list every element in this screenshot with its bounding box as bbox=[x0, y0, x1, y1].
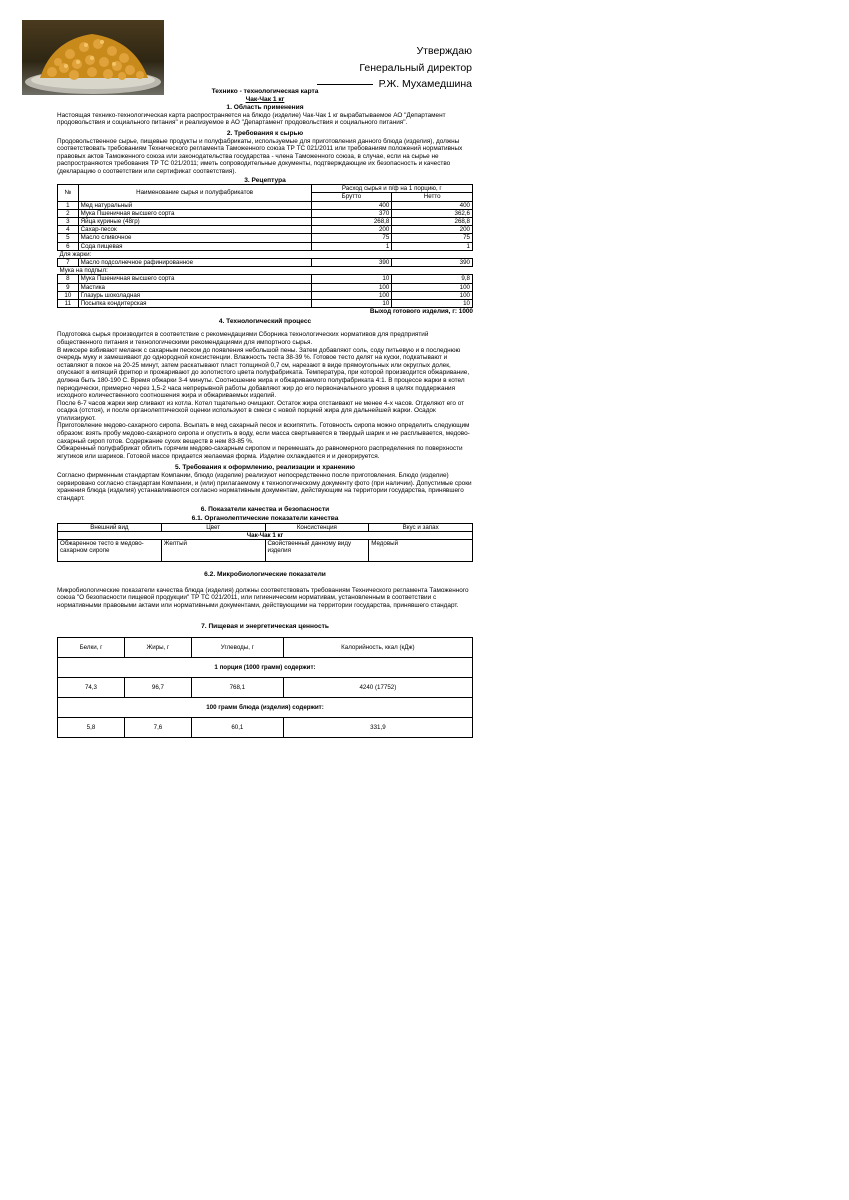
row-gross: 390 bbox=[311, 258, 392, 266]
row-name: Масло подсолнечное рафинированное bbox=[78, 258, 311, 266]
col-net: Нетто bbox=[392, 193, 473, 201]
table-row bbox=[58, 201, 473, 209]
table-row bbox=[58, 299, 473, 307]
group-row bbox=[58, 267, 473, 275]
row-gross: 100 bbox=[311, 283, 392, 291]
group-dust-label: Мука на подпыл: bbox=[58, 267, 473, 275]
row-name: Мед натуральный bbox=[78, 201, 311, 209]
table-row bbox=[58, 283, 473, 291]
organoleptic-table bbox=[57, 523, 473, 562]
col-num: № bbox=[58, 185, 79, 201]
row-num: 10 bbox=[58, 291, 79, 299]
signature-line bbox=[317, 84, 373, 85]
table-row bbox=[58, 209, 473, 217]
portion-protein: 74,3 bbox=[58, 677, 125, 697]
row-name: Глазурь шоколадная bbox=[78, 291, 311, 299]
row-num: 8 bbox=[58, 275, 79, 283]
row-net: 10 bbox=[392, 299, 473, 307]
row-net: 268,8 bbox=[392, 217, 473, 225]
group-row bbox=[58, 250, 473, 258]
table-row bbox=[58, 677, 473, 697]
row-num: 7 bbox=[58, 258, 79, 266]
yield-label: Выход готового изделия, г: 1000 bbox=[369, 308, 473, 316]
section2-heading: 2. Требования к сырью bbox=[226, 129, 304, 137]
row-name: Яйца куриные (48гр) bbox=[78, 217, 311, 225]
section3-heading: 3. Рецептура bbox=[244, 176, 286, 184]
col-consumption: Расход сырья и п/ф на 1 порцию, г bbox=[311, 185, 472, 193]
row-net: 400 bbox=[392, 201, 473, 209]
org-color: Желтый bbox=[161, 540, 265, 562]
nutr-header: Калорийность, ккал (кДж) bbox=[283, 637, 472, 657]
section4-paragraph: Подготовка сырья производится в соответствие с рекомендациями Сборника технологических нормативов для предприятий общественного питания и технологическими рекомендациями для импортного сырья. bbox=[57, 331, 429, 346]
row-net: 9,8 bbox=[392, 275, 473, 283]
product-photo bbox=[22, 20, 164, 95]
section6-sub1: 6.1. Органолептические показатели качества bbox=[191, 515, 339, 523]
row-name: Сода пищевая bbox=[78, 242, 311, 250]
section4-heading: 4. Технологический процесс bbox=[218, 317, 312, 325]
table-row bbox=[58, 540, 473, 562]
row-num: 4 bbox=[58, 226, 79, 234]
section7-heading: 7. Пищевая и энергетическая ценность bbox=[201, 623, 329, 631]
section1-heading: 1. Область применения bbox=[226, 104, 304, 112]
row-gross: 10 bbox=[311, 275, 392, 283]
row-net: 75 bbox=[392, 234, 473, 242]
row-name: Масло сливочное bbox=[78, 234, 311, 242]
nutr-header: Белки, г bbox=[58, 637, 125, 657]
row-gross: 1 bbox=[311, 242, 392, 250]
approval-block bbox=[317, 43, 472, 93]
org-consistency: Свойственный данному виду изделия bbox=[265, 540, 369, 562]
org-header: Цвет bbox=[161, 523, 265, 531]
row-num: 3 bbox=[58, 217, 79, 225]
approval-position: Генеральный директор bbox=[359, 61, 472, 74]
table-row bbox=[58, 258, 473, 266]
row-num: 1 bbox=[58, 201, 79, 209]
per100-fat: 7,6 bbox=[124, 717, 191, 737]
org-appearance: Обжаренное тесто в медово-сахарном сиропе bbox=[58, 540, 162, 562]
table-row bbox=[58, 226, 473, 234]
row-name: Мука Пшеничная высшего сорта bbox=[78, 209, 311, 217]
row-net: 390 bbox=[392, 258, 473, 266]
row-net: 200 bbox=[392, 226, 473, 234]
approval-title: Утверждаю bbox=[416, 45, 472, 57]
row-name: Сахар-песок bbox=[78, 226, 311, 234]
table-row bbox=[58, 234, 473, 242]
signature-name: Р.Ж. Мухамедшина bbox=[378, 78, 472, 90]
org-product: Чак-Чак 1 кг bbox=[58, 531, 473, 539]
row-num: 5 bbox=[58, 234, 79, 242]
portion-calories: 4240 (17752) bbox=[283, 677, 472, 697]
row-name: Мука Пшеничная высшего сорта bbox=[78, 275, 311, 283]
nutr-header: Углеводы, г bbox=[191, 637, 283, 657]
table-row bbox=[58, 717, 473, 737]
table-row bbox=[58, 217, 473, 225]
table-row bbox=[58, 242, 473, 250]
document-subtitle: Чак-Чак 1 кг bbox=[245, 95, 285, 103]
section2-text: Продовольственное сырье, пищевые продукты и полуфабрикаты, используемые для приготовления данного блюда (изделия), должны соответствовать требованиям Технического регламента Таможенного союза ТР ТС 021/2011 или требованиям положений нормативных правовых актов Таможенного союза или законодательства государства - члена Таможенного союза, в случае, если на сырье не распространяются требования ТР ТС 021/2011; иметь сопроводительные документы, подтверждающие их безопасность и качество (декларацию о соответствии или сертификат соответствия). bbox=[57, 137, 463, 175]
row-name: Мастика bbox=[78, 283, 311, 291]
col-gross: Брутто bbox=[311, 193, 392, 201]
row-gross: 268,8 bbox=[311, 217, 392, 225]
row-gross: 370 bbox=[311, 209, 392, 217]
table-row bbox=[58, 275, 473, 283]
portion-label: 1 порция (1000 грамм) содержит: bbox=[58, 657, 473, 677]
chak-chak-image bbox=[22, 20, 164, 95]
section4-paragraph: Приготовление медово-сахарного сиропа. Всыпать в мед сахарный песок и вскипятить. Готовность сиропа можно определить следующим образом: взять пробу медово-сахарного сиропа и опустить в воду, если масса свертывается в твердый шарик и не расплывается, медово-сахарный сироп готов. Содержание сухих веществ в нем 83-85 %. bbox=[57, 422, 470, 445]
row-gross: 400 bbox=[311, 201, 392, 209]
micro-text: Микробиологические показатели качества блюда (изделия) должны соответствовать требованиям Технического регламента Таможенного союза "О безопасности пищевой продукции" ТР ТС 021/2011, или гигиеническим нормативам, установленным в соответствии с нормативными правовыми актами или нормативными документами, действующими на территории государства, принявшего стандарт. bbox=[57, 586, 469, 609]
document-title: Технико - технологическая карта bbox=[211, 88, 319, 95]
org-taste: Медовый bbox=[369, 540, 473, 562]
row-gross: 200 bbox=[311, 226, 392, 234]
row-gross: 75 bbox=[311, 234, 392, 242]
org-header: Консистенция bbox=[265, 523, 369, 531]
row-num: 11 bbox=[58, 299, 79, 307]
section4-paragraph: Обжаренный полуфабрикат облить горячим медово-сахарным сиропом и перемешать до равномерного распределения по поверхности жгутиков или шариков. Готовой массе придается желаемая форма. Изделие охлаждается и и декорируется. bbox=[57, 445, 463, 460]
row-net: 100 bbox=[392, 291, 473, 299]
row-net: 362,6 bbox=[392, 209, 473, 217]
row-name: Посыпка кондитерская bbox=[78, 299, 311, 307]
section1-text: Настоящая технико-технологическая карта распространяется на блюдо (изделие) Чак-Чак 1 кг вырабатываемое АО "Департамент продовольствия и социального питания" и реализуемое в АО "Департамент продовольствия и социального питания". bbox=[57, 111, 446, 127]
row-num: 9 bbox=[58, 283, 79, 291]
nutr-header: Жиры, г bbox=[124, 637, 191, 657]
section5-heading: 5. Требования к оформлению, реализации и хранению bbox=[175, 464, 355, 472]
nutrition-table bbox=[57, 637, 473, 738]
row-num: 2 bbox=[58, 209, 79, 217]
section6-sub2: 6.2. Микробиологические показатели bbox=[204, 571, 326, 579]
per100-carbs: 60,1 bbox=[191, 717, 283, 737]
portion-fat: 96,7 bbox=[124, 677, 191, 697]
group-frying-label: Для жарки: bbox=[58, 250, 473, 258]
portion-carbs: 768,1 bbox=[191, 677, 283, 697]
recipe-table bbox=[57, 184, 473, 308]
org-header: Вкус и запах bbox=[369, 523, 473, 531]
col-name: Наименование сырья и полуфабрикатов bbox=[78, 185, 311, 201]
per100-label: 100 грамм блюда (изделия) содержит: bbox=[58, 697, 473, 717]
table-row bbox=[58, 291, 473, 299]
section5-text: Согласно фирменным стандартам Компании, блюдо (изделие) реализуют непосредственно после приготовления. Блюдо (изделие) сервировано согласно стандартам Компании, и (или) прилагаемому к технологическому документу фото (при наличии). Допустимые сроки хранения блюда (изделия) устанавливаются согласно нормативным документам, действующим на территории государства, принявшего стандарт. bbox=[57, 472, 472, 502]
row-net: 100 bbox=[392, 283, 473, 291]
section6-heading: 6. Показатели качества и безопасности bbox=[200, 506, 330, 514]
section4-paragraph: В миксере взбивают меланж с сахарным песком до появления небольшой пены. Затем добавляют соль, соду питьевую и в последнюю очередь муку и замешивают до однородной консистенции. Влажность теста 38-39 %. Готовое тесто делят на куски, подкатывают и оставляют в покое на 20-25 минут, затем раскатывают пласт толщиной 0,7 см, нарезают в виде прямоугольных или округлых долек, опускают в кипящий фритюр и прожаривают до золотистого цвета полуфабриката. Температура, при которой производится обжаривание, должна быть 180-190 С. Время обжарки 3-4 минуты. Соотношение жира и обжариваемого полуфабриката 4:1. В процессе жарки в котел периодически, примерно через 1,5-2 часа непрерывной работы добавляют жир до его первоначального уровня в целях поддержания исходного количественного соотношения жира и обжариваемых изделий. bbox=[57, 346, 470, 400]
row-gross: 10 bbox=[311, 299, 392, 307]
per100-calories: 331,9 bbox=[283, 717, 472, 737]
per100-protein: 5,8 bbox=[58, 717, 125, 737]
section4-paragraph: После 6-7 часов жарки жир сливают из котла. Котел тщательно очищают. Остаток жира отстаивают не менее 4-х часов. Отделяют его от осадка (отстоя), и после органолептической оценки используют в смеси с новой порцией жира для дальнейшей жарки. Осадок утилизируют. bbox=[57, 399, 465, 422]
row-net: 1 bbox=[392, 242, 473, 250]
row-num: 6 bbox=[58, 242, 79, 250]
org-header: Внешний вид bbox=[58, 523, 162, 531]
row-gross: 100 bbox=[311, 291, 392, 299]
document-body bbox=[57, 88, 473, 738]
